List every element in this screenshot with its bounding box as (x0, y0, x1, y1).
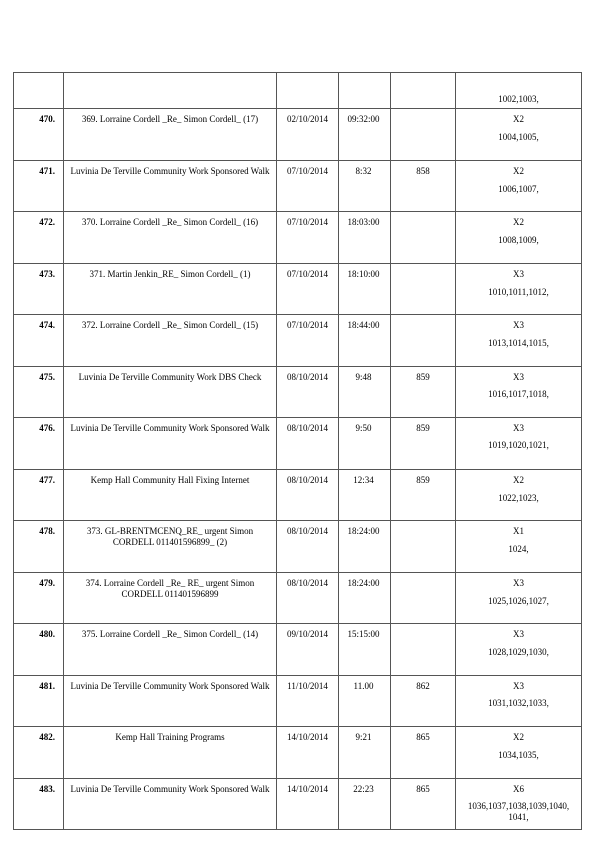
cell-pages (456, 160, 582, 212)
cell-date: 07/10/2014 (277, 212, 339, 264)
cell-date: 07/10/2014 (277, 160, 339, 212)
page-count: X3 (513, 268, 524, 279)
page-count: X3 (513, 320, 524, 330)
cell-pages (456, 572, 582, 624)
cell-time: 9:21 (339, 727, 391, 779)
cell-date: 14/10/2014 (277, 778, 339, 830)
cell-ref: 865 (391, 727, 456, 779)
cell-pages (456, 521, 582, 573)
page-list: 1004,1005, (498, 132, 539, 142)
cell-ref (391, 263, 456, 315)
cell-pages (456, 366, 582, 418)
cell-date: 08/10/2014 (277, 418, 339, 470)
cell-time: 8:32 (339, 160, 391, 212)
cell-date: 07/10/2014 (277, 315, 339, 367)
page-list: 1002,1003, (498, 94, 539, 104)
cell-title: Luvinia De Terville Community Work Sponsored Walk (64, 778, 277, 830)
cell-time: 09:32:00 (339, 109, 391, 161)
evidence-index-table (13, 72, 582, 830)
page-count: X2 (513, 474, 524, 485)
cell-number (14, 73, 64, 109)
table-row (14, 572, 582, 624)
cell-date: 14/10/2014 (277, 727, 339, 779)
cell-ref: 862 (391, 675, 456, 727)
page-list: 1016,1017,1018, (488, 388, 549, 399)
table-row (14, 109, 582, 161)
cell-ref (391, 212, 456, 264)
cell-number: 478. (14, 521, 64, 573)
cell-ref: 858 (391, 160, 456, 212)
page-list: 1010,1011,1012, (488, 286, 549, 297)
cell-date: 07/10/2014 (277, 263, 339, 315)
cell-ref: 865 (391, 778, 456, 830)
cell-title: Kemp Hall Training Programs (64, 727, 277, 779)
page-list: 1034,1035, (498, 750, 539, 760)
page-count: X3 (513, 423, 524, 433)
cell-number: 477. (14, 469, 64, 521)
table-row (14, 418, 582, 470)
page-list: 1013,1014,1015, (488, 338, 549, 348)
table-row (14, 212, 582, 264)
table-row (14, 727, 582, 779)
cell-pages (456, 469, 582, 521)
cell-ref: 859 (391, 469, 456, 521)
cell-number: 481. (14, 675, 64, 727)
cell-time: 22:23 (339, 778, 391, 830)
page-list: 1006,1007, (498, 183, 539, 194)
cell-time: 12:34 (339, 469, 391, 521)
cell-date: 08/10/2014 (277, 366, 339, 418)
page-count: X2 (513, 732, 524, 742)
page-count: X2 (513, 165, 524, 176)
page-list: 1008,1009, (498, 235, 539, 245)
page-count: X3 (513, 371, 524, 382)
table-row (14, 315, 582, 367)
cell-title: 374. Lorraine Cordell _Re_ RE_ urgent Simon CORDELL 011401596899 (64, 572, 277, 624)
cell-date: 08/10/2014 (277, 469, 339, 521)
cell-pages (456, 778, 582, 830)
cell-time (339, 73, 391, 109)
cell-pages (456, 212, 582, 264)
cell-ref (391, 572, 456, 624)
cell-pages (456, 73, 582, 109)
cell-number: 480. (14, 624, 64, 676)
cell-ref (391, 315, 456, 367)
page-count: X3 (513, 577, 524, 588)
cell-ref: 859 (391, 418, 456, 470)
cell-date: 09/10/2014 (277, 624, 339, 676)
cell-date: 11/10/2014 (277, 675, 339, 727)
cell-time: 18:03:00 (339, 212, 391, 264)
table-row-continuation (14, 73, 582, 109)
table-row (14, 778, 582, 830)
document-page (13, 72, 581, 830)
cell-ref (391, 521, 456, 573)
table-row (14, 624, 582, 676)
cell-ref (391, 624, 456, 676)
cell-title: 369. Lorraine Cordell _Re_ Simon Cordell_ (17) (64, 109, 277, 161)
page-count: X2 (513, 217, 524, 227)
table-row (14, 469, 582, 521)
cell-pages (456, 315, 582, 367)
page-list: 1025,1026,1027, (488, 595, 549, 606)
page-list: 1024, (508, 544, 529, 554)
cell-ref (391, 73, 456, 109)
page-list: 1031,1032,1033, (488, 697, 549, 708)
cell-title: Luvinia De Terville Community Work Sponsored Walk (64, 675, 277, 727)
page-count: X6 (513, 783, 524, 794)
cell-number: 471. (14, 160, 64, 212)
cell-time: 9:48 (339, 366, 391, 418)
table-row (14, 521, 582, 573)
cell-title: Kemp Hall Community Hall Fixing Internet (64, 469, 277, 521)
cell-number: 479. (14, 572, 64, 624)
page-count (458, 78, 579, 89)
cell-date: 02/10/2014 (277, 109, 339, 161)
cell-title (64, 73, 277, 109)
cell-time: 18:10:00 (339, 263, 391, 315)
cell-ref: 859 (391, 366, 456, 418)
cell-number: 475. (14, 366, 64, 418)
page-count: X2 (513, 114, 524, 124)
cell-number: 482. (14, 727, 64, 779)
cell-number: 474. (14, 315, 64, 367)
page-list: 1036,1037,1038,1039,1040, 1041, (467, 800, 570, 822)
cell-number: 476. (14, 418, 64, 470)
cell-title: 372. Lorraine Cordell _Re_ Simon Cordell_ (15) (64, 315, 277, 367)
cell-title: 373. GL-BRENTMCENQ_RE_ urgent Simon CORDELL 011401596899_ (2) (64, 521, 277, 573)
cell-time: 18:44:00 (339, 315, 391, 367)
cell-number: 483. (14, 778, 64, 830)
cell-time: 15:15:00 (339, 624, 391, 676)
cell-time: 11.00 (339, 675, 391, 727)
cell-date (277, 73, 339, 109)
cell-pages (456, 109, 582, 161)
table-row (14, 263, 582, 315)
cell-number: 473. (14, 263, 64, 315)
cell-time: 18:24:00 (339, 572, 391, 624)
cell-number: 470. (14, 109, 64, 161)
cell-time: 18:24:00 (339, 521, 391, 573)
cell-title: 370. Lorraine Cordell _Re_ Simon Cordell_ (16) (64, 212, 277, 264)
cell-date: 08/10/2014 (277, 521, 339, 573)
page-list: 1022,1023, (498, 492, 539, 503)
table-row (14, 160, 582, 212)
page-count: X3 (513, 629, 524, 639)
cell-number: 472. (14, 212, 64, 264)
table-row (14, 675, 582, 727)
page-list: 1028,1029,1030, (488, 647, 549, 657)
page-count: X1 (513, 526, 524, 536)
cell-date: 08/10/2014 (277, 572, 339, 624)
cell-pages (456, 418, 582, 470)
cell-title: Luvinia De Terville Community Work DBS Check (64, 366, 277, 418)
cell-pages (456, 263, 582, 315)
cell-ref (391, 109, 456, 161)
cell-pages (456, 675, 582, 727)
cell-pages (456, 727, 582, 779)
table-row (14, 366, 582, 418)
cell-title: Luvinia De Terville Community Work Sponsored Walk (64, 418, 277, 470)
page-count: X3 (513, 680, 524, 691)
cell-title: 375. Lorraine Cordell _Re_ Simon Cordell_ (14) (64, 624, 277, 676)
cell-time: 9:50 (339, 418, 391, 470)
cell-title: Luvinia De Terville Community Work Sponsored Walk (64, 160, 277, 212)
page-list: 1019,1020,1021, (488, 440, 549, 450)
cell-pages (456, 624, 582, 676)
table-body (14, 73, 582, 830)
cell-title: 371. Martin Jenkin_RE_ Simon Cordell_ (1) (64, 263, 277, 315)
